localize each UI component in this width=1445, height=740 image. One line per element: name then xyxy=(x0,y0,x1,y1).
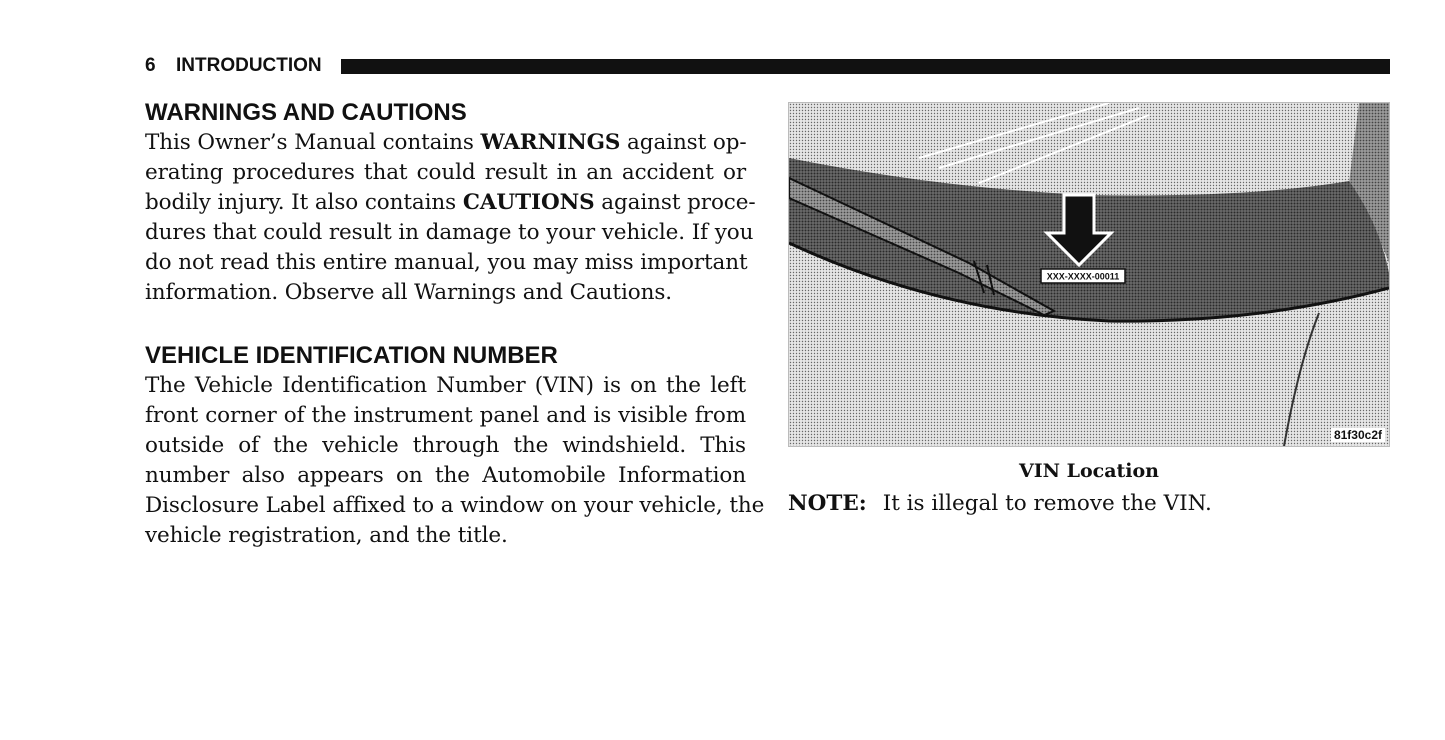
vin-line: vehicle registration, and the title. xyxy=(145,523,508,548)
vin-line: number also appears on the Automobile Information xyxy=(145,463,746,488)
vin-plate-label: XXX-XXXX-00011 xyxy=(1046,271,1120,282)
section-title: INTRODUCTION xyxy=(176,55,322,76)
page-number: 6 xyxy=(145,55,156,76)
warnings-line: bodily injury. It also contains CAUTIONS against proce- xyxy=(145,190,756,215)
cautions-keyword: CAUTIONS xyxy=(462,190,595,215)
figure-code: 81f30c2f xyxy=(1331,428,1385,442)
note-text: It is illegal to remove the VIN. xyxy=(882,491,1212,516)
vin-line: The Vehicle Identification Number (VIN) is on the left xyxy=(145,373,746,398)
windshield-dashboard-drawing xyxy=(789,103,1389,446)
vin-line: outside of the vehicle through the windshield. This xyxy=(145,433,746,458)
warnings-line: dures that could result in damage to your vehicle. If you xyxy=(145,220,754,245)
warnings-paragraph xyxy=(145,128,756,308)
vin-paragraph xyxy=(145,371,765,551)
vin-location-illustration xyxy=(788,102,1390,447)
page-header xyxy=(145,54,1390,78)
vin-heading: VEHICLE IDENTIFICATION NUMBER xyxy=(145,342,558,369)
warnings-line: do not read this entire manual, you may miss important xyxy=(145,250,748,275)
vin-line: front corner of the instrument panel and is visible from xyxy=(145,403,746,428)
warnings-line: erating procedures that could result in an accident or xyxy=(145,160,746,185)
left-column xyxy=(145,98,765,551)
figure-caption: VIN Location xyxy=(1018,460,1159,482)
warnings-line: This Owner’s Manual contains WARNINGS against op- xyxy=(145,130,747,155)
vin-line: Disclosure Label affixed to a window on your vehicle, the xyxy=(145,493,765,518)
header-rule xyxy=(341,59,1390,74)
warnings-keyword: WARNINGS xyxy=(480,130,621,155)
note-label: NOTE: xyxy=(788,491,867,516)
note xyxy=(788,489,1212,519)
warnings-line: information. Observe all Warnings and Cautions. xyxy=(145,280,672,305)
warnings-heading: WARNINGS AND CAUTIONS xyxy=(145,99,467,126)
